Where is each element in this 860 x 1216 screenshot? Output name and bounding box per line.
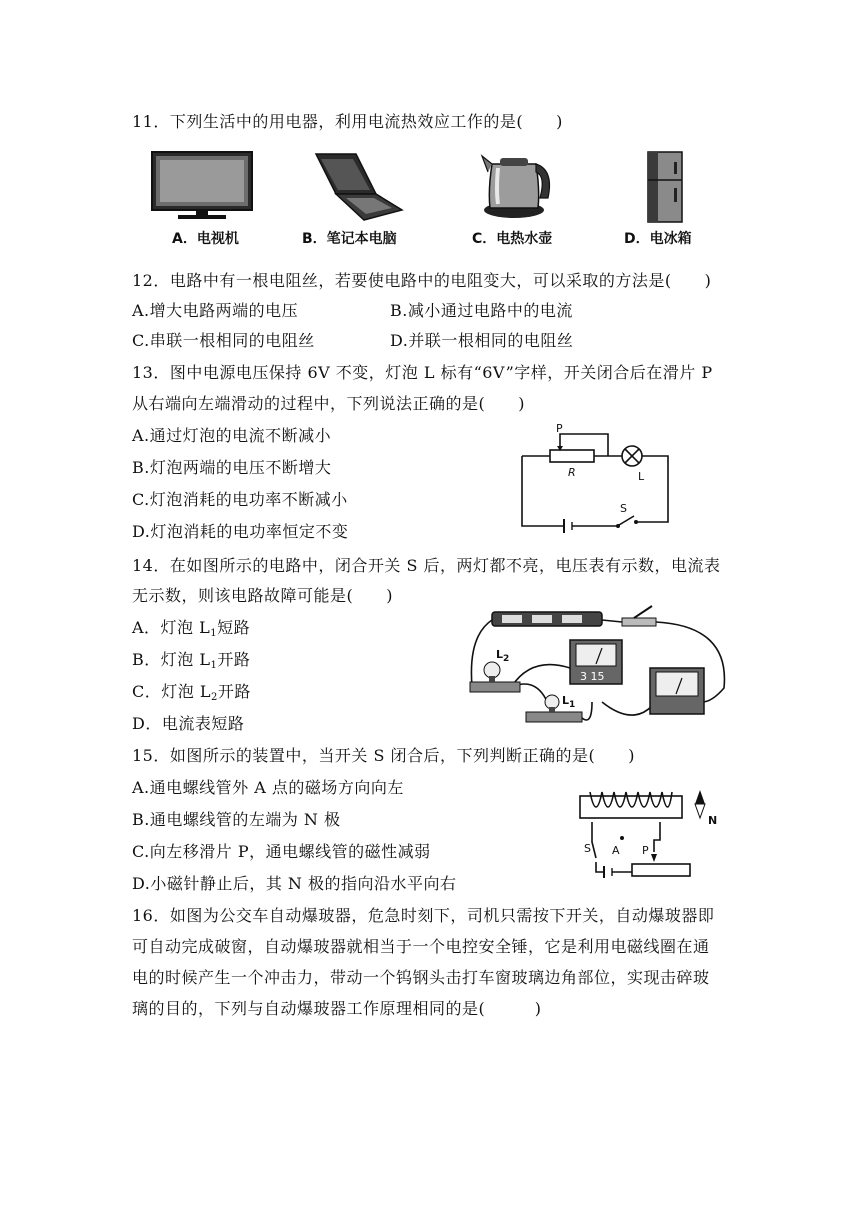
fridge-image: [644, 150, 686, 224]
q14-option-b: B．灯泡 $L_1$开路: [132, 650, 251, 671]
q11-option-d: D．电冰箱: [624, 231, 692, 247]
meter-scale: 3 15: [580, 670, 605, 683]
q11-stem: 11．下列生活中的用电器，利用电流热效应工作的是( ): [132, 112, 563, 131]
q14-stem-line2: 无示数，则该电路故障可能是( ): [132, 586, 393, 605]
q14-stem-line1: 14．在如图所示的电路中，闭合开关 S 后，两灯都不亮，电压表有示数，电流表: [132, 556, 721, 575]
q13-stem-line1: 13．图中电源电压保持 6V 不变，灯泡 L 标有“6V”字样，开关闭合后在滑片 P: [132, 363, 713, 382]
q12-option-a: A.增大电路两端的电压: [132, 301, 299, 320]
q15-solenoid-diagram: [574, 782, 722, 880]
q11-option-c: C．电热水壶: [472, 231, 553, 247]
q12-option-d: D.并联一根相同的电阻丝: [390, 331, 574, 350]
tv-image: [150, 150, 256, 220]
q13-stem-line2: 从右端向左端滑动的过程中，下列说法正确的是( ): [132, 394, 525, 413]
q12-option-c: C.串联一根相同的电阻丝: [132, 331, 315, 350]
q14-circuit-diagram: [462, 606, 734, 738]
q15-option-b: B.通电螺线管的左端为 N 极: [132, 810, 341, 829]
q13-option-d: D.灯泡消耗的电功率恒定不变: [132, 522, 349, 541]
q14-option-c: C．灯泡 $L_2$开路: [132, 682, 251, 703]
q11-option-a: A．电视机: [172, 231, 239, 247]
rheostat-r: [550, 450, 594, 462]
q13-option-c: C.灯泡消耗的电功率不断减小: [132, 490, 348, 509]
q13-option-b: B.灯泡两端的电压不断增大: [132, 458, 332, 477]
label-p: P: [556, 422, 563, 435]
q16-line1: 16．如图为公交车自动爆玻器，危急时刻下，司机只需按下开关，自动爆玻器即: [132, 906, 715, 925]
kettle-image: [478, 150, 558, 224]
q11-option-b: B．笔记本电脑: [302, 231, 397, 247]
q16-line2: 可自动完成破窗，自动爆玻器就相当于一个电控安全锤，它是利用电磁线圈在通: [132, 937, 710, 956]
q12-stem: 12．电路中有一根电阻丝，若要使电路中的电阻变大，可以采取的方法是( ): [132, 271, 712, 290]
q12-option-b: B.减小通过电路中的电流: [390, 301, 573, 320]
q13-circuit-diagram: [512, 422, 674, 532]
label-s: S: [584, 842, 591, 855]
q16-line3: 电的时候产生一个冲击力，带动一个钨钢头击打车窗玻璃边角部位，实现击碎玻: [132, 968, 710, 987]
label-l: L: [638, 470, 645, 483]
label-a: A: [612, 844, 620, 857]
label-r: R: [568, 466, 576, 479]
q16-line4: 璃的目的，下列与自动爆玻器工作原理相同的是( ): [132, 999, 542, 1018]
q15-option-d: D.小磁针静止后，其 N 极的指向沿水平向右: [132, 874, 457, 893]
q14-option-a: A．灯泡 $L_1$短路: [132, 618, 251, 639]
label-n: N: [708, 814, 718, 827]
q15-option-c: C.向左移滑片 P，通电螺线管的磁性减弱: [132, 842, 431, 861]
q14-option-d: D．电流表短路: [132, 714, 245, 733]
q15-stem: 15．如图所示的装置中，当开关 S 闭合后，下列判断正确的是( ): [132, 746, 635, 765]
q13-option-a: A.通过灯泡的电流不断减小: [132, 426, 332, 445]
label-l2: $L_2$: [496, 648, 510, 664]
q15-option-a: A.通电螺线管外 A 点的磁场方向向左: [132, 778, 404, 797]
laptop-image: [312, 150, 404, 224]
label-l1: $L_1$: [562, 694, 576, 710]
label-p: P: [642, 844, 649, 857]
label-s: S: [620, 502, 627, 515]
